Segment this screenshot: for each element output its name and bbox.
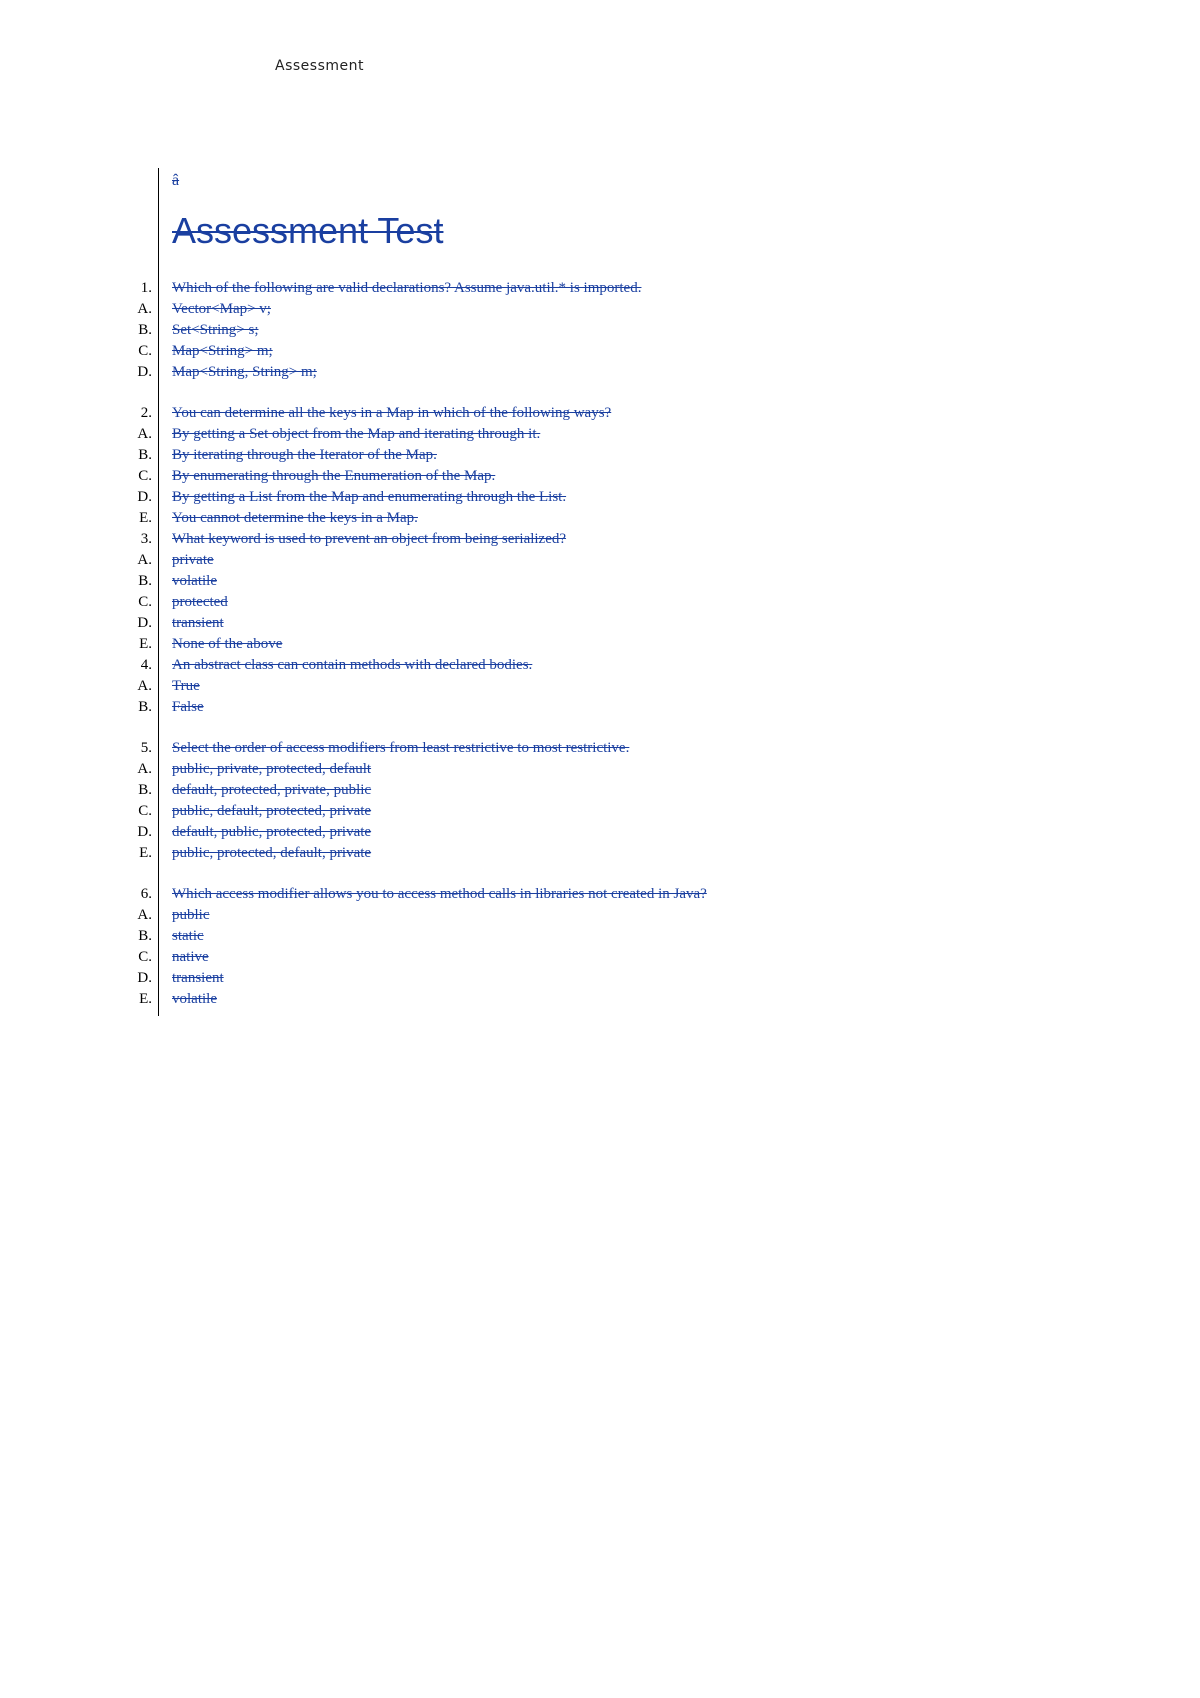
option-text: By getting a List from the Map and enumerating through the List. (172, 489, 567, 505)
option-letter: A. (137, 552, 152, 568)
option-text: Set<String> s; (172, 322, 259, 338)
option-letter: E. (139, 991, 152, 1007)
option-text: default, public, protected, private (172, 824, 372, 840)
option-row (0, 487, 1200, 508)
question-list (0, 278, 1200, 1010)
option-text: Map<String, String> m; (172, 364, 317, 380)
option-row (0, 362, 1200, 383)
option-text: By iterating through the Iterator of the Map. (172, 447, 437, 463)
question-text: Which access modifier allows you to access method calls in libraries not created in Java? (172, 886, 707, 902)
option-text: public, protected, default, private (172, 845, 372, 861)
question-number: 4. (140, 657, 152, 673)
option-row (0, 613, 1200, 634)
option-text: transient (172, 970, 224, 986)
option-row (0, 905, 1200, 926)
option-letter: C. (138, 803, 152, 819)
option-letter: D. (137, 824, 152, 840)
option-row (0, 299, 1200, 320)
option-row (0, 968, 1200, 989)
option-text: static (172, 928, 204, 944)
option-text: Map<String> m; (172, 343, 273, 359)
question-text: Select the order of access modifiers from least restrictive to most restrictive. (172, 740, 630, 756)
question-number: 2. (140, 405, 152, 421)
option-letter: C. (138, 343, 152, 359)
option-row (0, 341, 1200, 362)
option-row (0, 634, 1200, 655)
option-letter: D. (137, 364, 152, 380)
question-5 (0, 738, 1200, 759)
option-letter: C. (138, 949, 152, 965)
option-row (0, 822, 1200, 843)
option-row (0, 926, 1200, 947)
option-letter: B. (138, 928, 152, 944)
running-header: Assessment (275, 58, 364, 74)
question-number: 1. (140, 280, 152, 296)
option-letter: B. (138, 782, 152, 798)
option-text: volatile (172, 991, 217, 1007)
option-letter: A. (137, 907, 152, 923)
section-glyph: â (172, 172, 180, 189)
option-letter: B. (138, 699, 152, 715)
option-text: native (172, 949, 209, 965)
option-text: transient (172, 615, 224, 631)
option-letter: B. (138, 573, 152, 589)
question-1 (0, 278, 1200, 299)
question-6 (0, 884, 1200, 905)
spacer (0, 718, 1200, 738)
option-text: False (172, 699, 204, 715)
option-letter: E. (139, 510, 152, 526)
question-number: 5. (140, 740, 152, 756)
option-letter: C. (138, 594, 152, 610)
spacer (0, 383, 1200, 403)
option-text: By enumerating through the Enumeration of the Map. (172, 468, 496, 484)
option-letter: B. (138, 322, 152, 338)
option-text: By getting a Set object from the Map and iterating through it. (172, 426, 541, 442)
option-row (0, 759, 1200, 780)
option-letter: D. (137, 970, 152, 986)
option-letter: C. (138, 468, 152, 484)
option-row (0, 780, 1200, 801)
spacer (0, 864, 1200, 884)
option-text: default, protected, private, public (172, 782, 372, 798)
option-letter: A. (137, 678, 152, 694)
option-text: public, private, protected, default (172, 761, 372, 777)
option-row (0, 947, 1200, 968)
option-letter: D. (137, 615, 152, 631)
option-row (0, 445, 1200, 466)
question-text: An abstract class can contain methods with declared bodies. (172, 657, 533, 673)
question-3 (0, 529, 1200, 550)
option-letter: E. (139, 845, 152, 861)
option-row (0, 571, 1200, 592)
question-number: 6. (140, 886, 152, 902)
option-text: volatile (172, 573, 217, 589)
option-row (0, 801, 1200, 822)
option-text: None of the above (172, 636, 283, 652)
option-row (0, 676, 1200, 697)
question-text: Which of the following are valid declarations? Assume java.util.* is imported. (172, 280, 642, 296)
option-text: Vector<Map> v; (172, 301, 271, 317)
question-4 (0, 655, 1200, 676)
option-text: True (172, 678, 200, 694)
question-number: 3. (140, 531, 152, 547)
option-letter: A. (137, 761, 152, 777)
option-row (0, 508, 1200, 529)
question-text: What keyword is used to prevent an object from being serialized? (172, 531, 567, 547)
option-row (0, 843, 1200, 864)
option-row (0, 424, 1200, 445)
option-text: protected (172, 594, 228, 610)
option-text: You cannot determine the keys in a Map. (172, 510, 418, 526)
option-row (0, 466, 1200, 487)
option-row (0, 592, 1200, 613)
question-text: You can determine all the keys in a Map in which of the following ways? (172, 405, 612, 421)
option-letter: A. (137, 301, 152, 317)
option-row (0, 550, 1200, 571)
page-title: Assessment Test (172, 210, 444, 251)
option-text: public (172, 907, 210, 923)
option-letter: E. (139, 636, 152, 652)
option-letter: A. (137, 426, 152, 442)
option-letter: D. (137, 489, 152, 505)
question-2 (0, 403, 1200, 424)
option-row (0, 320, 1200, 341)
option-letter: B. (138, 447, 152, 463)
option-text: public, default, protected, private (172, 803, 372, 819)
option-row (0, 989, 1200, 1010)
option-row (0, 697, 1200, 718)
option-text: private (172, 552, 214, 568)
